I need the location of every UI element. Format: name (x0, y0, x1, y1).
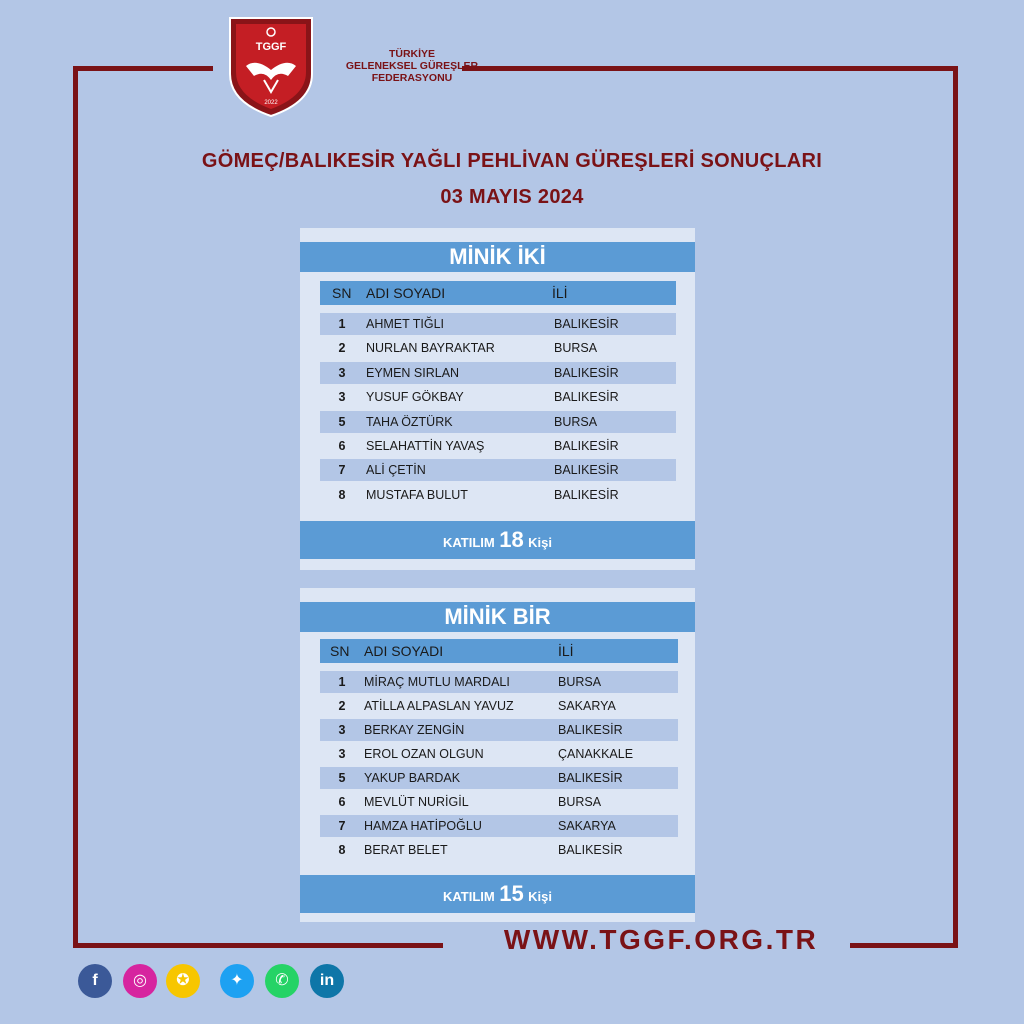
category-title: MİNİK İKİ (300, 242, 695, 272)
row-sn: 6 (338, 795, 346, 809)
page-date: 03 MAYIS 2024 (440, 186, 584, 208)
table-header (320, 639, 678, 663)
row-name: MEVLÜT NURİGİL (364, 795, 469, 809)
participation-bar (300, 521, 695, 559)
row-sn: 2 (338, 699, 346, 713)
table-row (320, 411, 676, 433)
category-card-minik-iki (300, 228, 695, 570)
table-header (320, 281, 676, 305)
federation-name-line3: FEDERASYONU (371, 72, 453, 84)
table-row (320, 671, 678, 693)
facebook-icon[interactable]: f (78, 964, 112, 998)
row-city: BALIKESİR (558, 723, 623, 737)
row-sn: 1 (338, 317, 346, 331)
table-row (320, 459, 676, 481)
row-name: EYMEN SIRLAN (366, 365, 460, 380)
row-name: ALİ ÇETİN (366, 463, 426, 478)
federation-name-line2: GELENEKSEL GÜREŞLER (345, 60, 479, 72)
frame-bottom-left (73, 943, 443, 948)
table-row (320, 484, 676, 506)
row-city: BALIKESİR (554, 390, 619, 405)
whatsapp-icon[interactable]: ✆ (265, 964, 299, 998)
row-city: BALIKESİR (554, 439, 619, 453)
table-row (320, 767, 678, 789)
row-city: BALIKESİR (554, 317, 619, 331)
logo-text: TGGF (255, 41, 287, 53)
row-sn: 3 (338, 390, 346, 405)
table-row (320, 313, 676, 335)
row-sn: 3 (338, 747, 346, 761)
col-city: İLİ (552, 285, 568, 301)
row-name: TAHA ÖZTÜRK (366, 414, 453, 429)
page-title: GÖMEÇ/BALIKESİR YAĞLI PEHLİVAN GÜREŞLERİ SONUÇLARI (201, 150, 823, 172)
row-name: BERAT BELET (364, 843, 448, 857)
row-name: SELAHATTİN YAVAŞ (366, 439, 485, 453)
row-city: BALIKESİR (558, 771, 623, 785)
linkedin-icon[interactable]: in (310, 964, 344, 998)
twitter-icon[interactable]: ✦ (220, 964, 254, 998)
row-name: AHMET TIĞLI (366, 317, 445, 331)
col-sn: SN (330, 643, 350, 659)
row-name: EROL OZAN OLGUN (364, 747, 484, 761)
table-row (320, 362, 676, 384)
row-city: ÇANAKKALE (558, 747, 634, 761)
row-city: BURSA (558, 795, 602, 809)
row-city: SAKARYA (558, 699, 616, 713)
frame-top-left (73, 66, 213, 71)
row-name: ATİLLA ALPASLAN YAVUZ (364, 699, 514, 713)
category-title: MİNİK BİR (300, 602, 695, 632)
table-row (320, 695, 678, 717)
row-city: BURSA (554, 341, 598, 356)
table-row (320, 815, 678, 837)
row-name: MİRAÇ MUTLU MARDALI (364, 675, 510, 689)
table-row (320, 719, 678, 741)
snapchat-icon[interactable]: ✪ (166, 964, 200, 998)
row-sn: 6 (338, 439, 346, 453)
row-city: BURSA (554, 414, 598, 429)
row-sn: 2 (338, 341, 346, 356)
table-row (320, 839, 678, 861)
table-row (320, 791, 678, 813)
tggf-logo (226, 14, 316, 118)
row-sn: 8 (338, 487, 346, 502)
row-sn: 8 (338, 843, 346, 857)
instagram-icon[interactable]: ◎ (123, 964, 157, 998)
row-city: BALIKESİR (558, 843, 623, 857)
federation-name-line1: TÜRKİYE (388, 48, 436, 60)
col-sn: SN (332, 285, 352, 301)
row-city: SAKARYA (558, 819, 616, 833)
row-sn: 5 (338, 414, 346, 429)
row-city: BALIKESİR (554, 365, 619, 380)
row-name: YUSUF GÖKBAY (366, 390, 464, 405)
participation-bar (300, 875, 695, 913)
participation-label: KATILIM (443, 889, 495, 904)
row-sn: 3 (338, 723, 346, 737)
frame-top-right (462, 66, 958, 71)
participation-unit: Kişi (528, 535, 552, 550)
logo-year: 2022 (264, 100, 278, 106)
table-row (320, 337, 676, 359)
table-row (320, 386, 676, 408)
row-name: YAKUP BARDAK (364, 771, 461, 785)
frame-bottom-right (850, 943, 958, 948)
participation-unit: Kişi (528, 889, 552, 904)
website-url[interactable]: WWW.TGGF.ORG.TR (503, 924, 819, 955)
federation-name (332, 48, 492, 84)
row-city: BURSA (558, 675, 602, 689)
row-name: BERKAY ZENGİN (364, 723, 465, 737)
row-sn: 7 (338, 463, 346, 478)
table-row (320, 435, 676, 457)
row-name: MUSTAFA BULUT (366, 487, 468, 502)
participation-count: 15 (499, 881, 524, 906)
row-city: BALIKESİR (554, 463, 619, 478)
col-name: ADI SOYADI (364, 643, 444, 659)
category-card-minik-bir (300, 588, 695, 922)
table-row (320, 743, 678, 765)
participation-label: KATILIM (443, 535, 495, 550)
col-name: ADI SOYADI (366, 285, 446, 301)
row-city: BALIKESİR (554, 487, 619, 502)
row-sn: 1 (338, 675, 346, 689)
row-sn: 3 (338, 365, 346, 380)
row-name: NURLAN BAYRAKTAR (366, 341, 495, 356)
col-city: İLİ (558, 643, 574, 659)
row-sn: 5 (338, 771, 346, 785)
row-sn: 7 (338, 819, 346, 833)
participation-count: 18 (499, 527, 524, 552)
row-name: HAMZA HATİPOĞLU (364, 819, 482, 833)
